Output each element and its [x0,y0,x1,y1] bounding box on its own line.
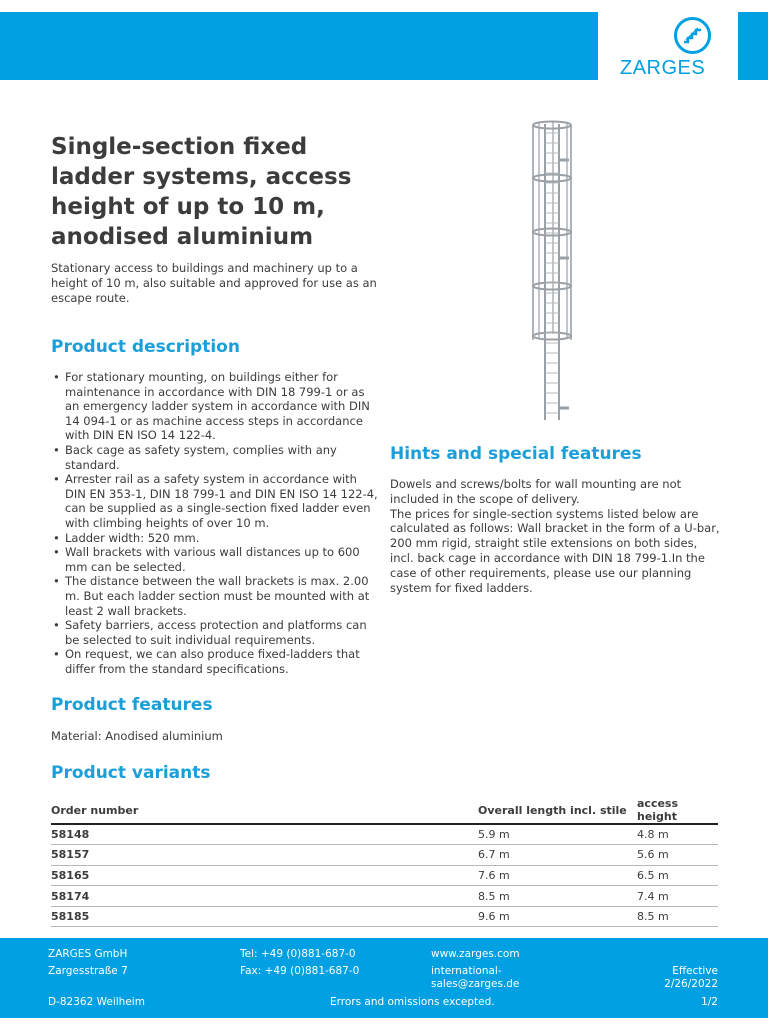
material-text: Material: Anodised aluminium [51,729,223,743]
footer-effective-label: Effective [672,965,718,977]
table-header-row [51,797,718,824]
overall-length: 9.6 m [478,906,637,927]
footer-company: ZARGES GmbH [48,948,128,960]
product-description-heading: Product description [51,337,240,357]
page-number: 1/2 [701,996,718,1008]
footer-website-link[interactable]: www.zarges.com [431,948,520,960]
hints-text [390,477,720,595]
footer-street: Zargesstraße 7 [48,965,128,977]
access-height: 8.5 m [637,906,718,927]
product-description-list [51,370,381,676]
order-number: 58174 [51,886,478,907]
list-item: • Arrester rail as a safety system in accordance with DIN EN 353-1, DIN 18 799-1 and DIN EN ISO 14 122-4, can be supplied as a single-section fixed ladder even with climbing heights of over 10 m. [51,472,381,530]
product-features-heading: Product features [51,695,213,715]
stairs-circle-icon [674,17,711,54]
access-height: 7.4 m [637,886,718,907]
overall-length: 5.9 m [478,824,637,845]
access-height: 5.6 m [637,845,718,866]
footer-effective-date: 2/26/2022 [664,978,718,990]
list-item: • Wall brackets with various wall distances up to 600 mm can be selected. [51,545,381,574]
page-title: Single-section fixed ladder systems, access height of up to 10 m, anodised aluminium [51,134,352,250]
footer [0,938,768,1018]
list-item: • Ladder width: 520 mm. [51,531,381,546]
access-height: 4.8 m [637,824,718,845]
table-row [51,886,718,907]
hints-paragraph: The prices for single-section systems listed below are calculated as follows: Wall bracket in the form of a U-bar, 200 mm rigid, straight stile extensions on both sides, incl. back cage in accordance with DIN 18 799-1.In the case of other requirements, please use our planning system for fixed ladders. [390,506,720,595]
overall-length: 8.5 m [478,886,637,907]
footer-tel: Tel: +49 (0)881-687-0 [240,948,356,960]
order-number: 58185 [51,906,478,927]
list-item: • On request, we can also produce fixed-ladders that differ from the standard specifications. [51,647,381,676]
logo-wordmark: ZARGES [620,57,706,79]
footer-fax: Fax: +49 (0)881-687-0 [240,965,360,977]
order-number: 58148 [51,824,478,845]
product-variants-heading: Product variants [51,763,211,783]
column-header: access height [637,797,718,824]
list-item: • For stationary mounting, on buildings either for maintenance in accordance with DIN 18 799-1 or as an emergency ladder system in accordance with DIN 14 094-1 or as machine access steps in accordance with DIN EN ISO 14 122-4. [51,370,381,443]
table-row [51,824,718,845]
footer-city: D-82362 Weilheim [48,996,145,1008]
list-item: • Back cage as safety system, complies with any standard. [51,443,381,472]
list-item: • The distance between the wall brackets is max. 2.00 m. But each ladder section must be mounted with at least 2 wall brackets. [51,574,381,618]
table-row [51,845,718,866]
order-number: 58157 [51,845,478,866]
overall-length: 6.7 m [478,845,637,866]
intro-text: Stationary access to buildings and machinery up to a height of 10 m, also suitable and approved for use as an escape route. [51,261,377,305]
access-height: 6.5 m [637,865,718,886]
hints-paragraph: Dowels and screws/bolts for wall mounting are not included in the scope of delivery. [390,477,682,506]
table-row [51,906,718,927]
footer-disclaimer: Errors and omissions excepted. [330,996,495,1008]
hints-heading: Hints and special features [390,444,642,464]
table-row [51,865,718,886]
order-number: 58165 [51,865,478,886]
variants-table [51,797,718,927]
list-item: • Safety barriers, access protection and platforms can be selected to suit individual requirements. [51,618,381,647]
column-header: Overall length incl. stile [478,797,637,824]
ladder-image [525,118,575,423]
overall-length: 7.6 m [478,865,637,886]
footer-email-link[interactable]: sales@zarges.de [431,978,520,990]
column-header: Order number [51,797,478,824]
footer-email-link[interactable]: international- [431,965,502,977]
